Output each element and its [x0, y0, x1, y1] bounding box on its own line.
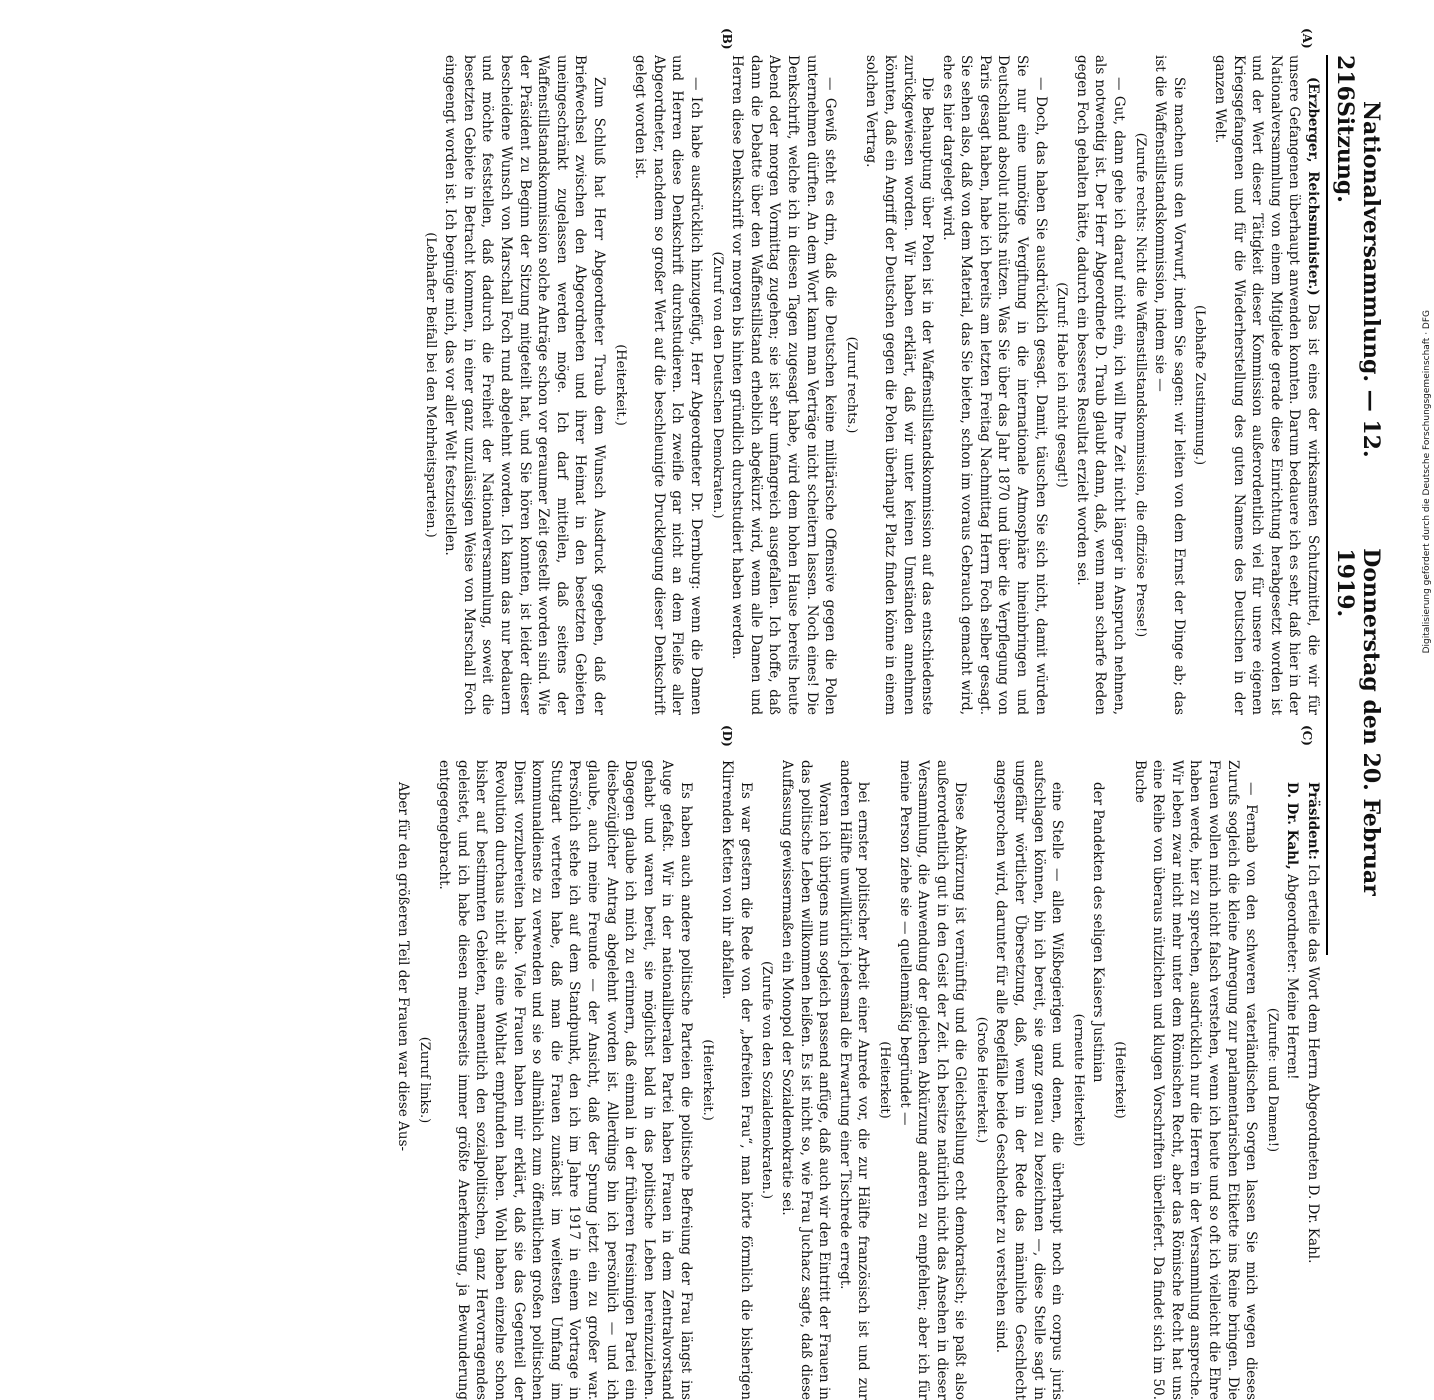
paragraph [835, 760, 872, 1400]
paragraph [718, 760, 755, 1400]
paragraph-text: Zum Schluß hat Herr Abgeordneter Traub dem Wunsch Ausdruck gegeben, daß der Briefwechsel zwischen den Abgeordneten und ihrer Heimat in den besetzten Gebieten uneingeschränkt zugelassen werden möge. Ich darf mitteilen, daß seitens der Waffenstillstandskommission solche Anträge schon vor geraumer Zeit gestellt worden sind. Wie der Präsident zu Beginn der Sitzung mitgeteilt hat, und Sie hören konnten, ist leider dieser bescheidene Wunsch von Marschall Foch rund abgelehnt worden. Ich kann das nur bedauern und möchte feststellen, daß dadurch die Freiheit der Nationalversammlung, soweit die besetzten Gebiete in Betracht kommen, in einer ganz unzulässigen Weise von Marschall Foch eingeengt worden ist. Ich begnüge mich, das vor aller Welt festzustellen. [442, 55, 608, 715]
paragraph [777, 760, 833, 1400]
interjection: (Zurufe von den Sozialdemokraten.) [759, 960, 775, 1200]
paragraph-text: Sie machen uns den Vorwurf, indem Sie sagen: wir leiten von dem Ernst der Dinge ab; das ist die Waffenstillstandskommission, indem sie — [1152, 55, 1187, 715]
side-margin [1418, 10, 1434, 1000]
paragraph-text: eine Stelle — allen Wißbegierigen und denen, die überhaupt noch ein corpus juris aufschlagen können, bin ich bereit, sie ganz genau zu bezeichnen —, diese Stelle sagt in ungefähr wörtlicher Übersetzung, daß, wenn in der Rede das männliche Geschlecht angesprochen wird, darunter für alle Regelfälle beide Geschlechter zu verstehen sind. [993, 760, 1066, 1400]
interjection: (Zuruf: Habe ich nicht gesagt!) [1054, 282, 1070, 488]
margin-label-d: (D) [720, 725, 734, 747]
paragraph [728, 55, 840, 715]
interjection: (Zurufe rechts: Nicht die Waffenstillstandskommission, die offiziöse Presse!) [1132, 132, 1148, 638]
paragraph-text: — Gewiß steht es drin, daß die Deutschen keine militärische Offensive gegen die Polen unternehmen dürften. An dem Wort kann man Verträge nicht scheitern lassen. Noch eines! Die Denkschrift, welche ich in diesen Tagen zugesagt habe, wird dem hohen Hause bereits heute Abend oder morgen Vormittag zugehen; sie ist sehr umfangreich ausgefallen. Ich hoffe, daß dann die Debatte über den Waffenstillstand erheblich abgekürzt wird, wenn alle Damen und Herren diese Denkschrift vor morgen bis hinten gründlich durchstudiert haben werden. [729, 55, 839, 715]
interjection: (Heiterkeit.) [612, 344, 628, 426]
interjection: (Zurufe: und Damen!) [1264, 1007, 1280, 1153]
paragraph [394, 760, 413, 1400]
paragraph-text: Die Behauptung über Polen ist in der Waffenstillstandskommission auf das entschiedenste zurückgewiesen worden. Wir haben erklärt, daß wir unter keinen Umständen annehmen könnten, daß ein Angriff der Deutschen gegen die Polen überhaupt Platz finden könne in einem solchen Vertrag. [863, 55, 936, 715]
paragraph-text: bei ernster politischer Arbeit einer Anrede vor, die zur Hälfte französisch ist und zur anderen Hälfte unwillkürlich jedesmal die Erwartung einer Tischrede erregt. [836, 760, 872, 1400]
paragraph-text: Das ist eines der wirksamsten Schutzmittel, die wir für unsere Gefangenen überhaupt anwenden konnten. Darum bedauere ich es sehr, daß hier in der Nationalversammlung von einem Mitgliede gerade diese Einrichtung herabgesetzt worden ist und der Wert dieser Tätigkeit dieser Kommission außerordentlich viel für unsere eigenen Kriegsgefangenen und für die Wiederherstellung des guten Namens des Deutschen in der ganzen Welt. [1212, 55, 1321, 715]
paragraph-text: — Fernab von den schweren vaterländischen Sorgen lassen Sie mich wegen dieses Zurufs sogleich die kleine Anregung zur parlamentarischen Etikette ins Reine bringen. Die Frauen wollen mich nicht falsch verstehen, wenn ich heute und so oft ich vielleicht die Ehre haben werde, hier zu sprechen, ausdrücklich nur die Herren in der Versammlung anspreche. Wir leben zwar nicht mehr unter dem Römischen Recht, aber das Römische Recht hat uns eine Reihe von überaus nützlichen und klugen Vorschriften überliefert. Da findet sich im 50. Buche [1131, 760, 1260, 1400]
interjection: (Zuruf links.) [416, 1036, 432, 1124]
interjection: (Lebhafte Zustimmung.) [1192, 304, 1208, 466]
speaker-name: D. Dr. Kahl, [1284, 782, 1301, 870]
margin-label-b: (B) [720, 28, 734, 50]
interjection: (Zuruf rechts.) [843, 336, 859, 434]
paragraph [1089, 760, 1108, 1400]
right-column [22, 760, 1322, 1400]
interjection: (Heiterkeit.) [699, 1039, 715, 1121]
session-title: Nationalversammlung. — 12. Sitzung. [1332, 100, 1384, 458]
interjection: (Heiterkeit) [876, 1041, 892, 1119]
interjection: (Heiterkeit) [1112, 1041, 1128, 1119]
paragraph [862, 55, 936, 715]
paragraph [1072, 55, 1128, 715]
speaker-name: (Erzberger, Reichsminister.) [1305, 77, 1321, 296]
page-number: 216 [1332, 55, 1358, 101]
paragraph-text: — Ich habe ausdrücklich hinzugefügt, Herr Abgeordneter Dr. Dernburg: wenn die Damen und Herren diese Denkschrift durchstudieren. Ich zweifle gar nicht an dem Fleiße aller Abgeordneter, nachdem so großer Wert auf die beschleunigte Drucklegung dieser Denkschrift gelegt worden ist. [632, 55, 704, 715]
paragraph-text: Ich erteile das Wort dem Herrn Abgeordneten D. Dr. Kahl. [1305, 864, 1321, 1264]
interjection: (Lebhafter Beifall bei den Mehrheitsparteien.) [422, 232, 438, 538]
interjection: (erneute Heiterkeit) [1070, 1013, 1086, 1147]
paragraph [1210, 55, 1322, 715]
paragraph [1303, 760, 1322, 1400]
paragraph-text: Es haben auch andere politische Parteien die politische Befreiung der Frau längst ins Auge gefaßt. Wir in der nationalliberalen Partei haben Frauen in dem Zentralvorstand gehabt und waren bereit, sie möglichst bald in das politische Leben hereinzuziehen. Dagegen glaube ich mich zu erinnern, daß einmal in der früheren freisinnigen Partei ein diesbezüglicher Antrag abgelehnt worden ist. Allerdings bin ich persönlich — und ich glaube, auch meine Freunde — der Ansicht, daß der Sprung jetzt ein zu großer war. Persönlich stehe ich auf dem Standpunkt, den ich im Jahre 1917 in einem Vortrage in Stuttgart vertreten habe, daß man die Frauen zunächst im weitesten Umfang im kommunaldienste zu verwenden und sie so allmählich zum öffentlichen großen politischen Dienst vorzubereiten habe. Viele Frauen haben mir erklärt, daß sie das Gegenteil der Revolution durchaus nicht als eine Wohltat empfunden haben. Wohl haben einzelne schon bisher auf bestimmten Gebieten, namentlich den sozialpolitischen, ganz Hervorragendes geleistet, und ich habe diesen meinerseits immer größte Anerkennung, ja Bewunderung entgegengebracht. [436, 760, 694, 1400]
paragraph [938, 55, 1050, 715]
paragraph [1130, 760, 1260, 1400]
paragraph-text: Abgeordneter: Meine Herren! [1284, 874, 1301, 1080]
speaker-name: Präsident: [1305, 782, 1321, 860]
paragraph [992, 760, 1066, 1400]
paragraph [631, 55, 705, 715]
paragraph-text: der Pandekten des seligen Kaisers Justinian [1090, 782, 1107, 1083]
paragraph-text: — Doch, das haben Sie ausdrücklich gesagt. Damit, täuschen Sie sich nicht, damit würden Sie nur eine unnötige Vergiftung in die internationale Atmosphäre hineinbringen und Deutschland absolut nichts nützen. Was Sie über das Jahr 1870 und über die Verpflegung von Paris gesagt haben, habe ich bereits am letzten Freitag Nachmittag Herrn Foch selber gesagt. Sie sehen also, daß von dem Material, das Sie bieten, schon im voraus Gebrauch gemacht wird, ehe es hier dargelegt wird. [939, 55, 1049, 715]
interjection: (Zuruf von den Deutschen Demokraten.) [709, 251, 725, 519]
paragraph [435, 760, 695, 1400]
paragraph [1151, 55, 1188, 715]
interjection: (Große Heiterkeit.) [973, 1016, 989, 1144]
page-header [1332, 55, 1384, 955]
margin-label-c: (C) [1300, 725, 1314, 746]
paragraph-text: Diese Abkürzung ist vernünftig und die Gleichstellung echt demokratisch; sie paßt also außerordentlich gut in den Geist der Zeit. Ich besitze natürlich nicht das Ansehen in dieser Versammlung, die Anwendung der gleichen Abkürzung anderen zu empfehlen; aber ich für meine Person ziehe sie — quellenmäßig begründet — [896, 760, 969, 1400]
header-rule [1326, 55, 1328, 955]
session-date: Donnerstag den 20. Februar 1919. [1332, 548, 1384, 896]
margin-label-a: (A) [1300, 28, 1314, 49]
paragraph [895, 760, 969, 1400]
paragraph [441, 55, 608, 715]
paragraph-text: — Gut, dann gehe ich darauf nicht ein, ich will Ihre Zeit nicht länger in Anspruch nehmen, als notwendig ist. Der Herr Abgeordnete D. Traub glaubt dann, daß, wenn man scharfe Reden gegen Foch gehalten hätte, dadurch ein besseres Resultat erzielt worden sei. [1073, 55, 1128, 715]
paragraph-text: Aber für den größeren Teil der Frauen war diese Aus- [395, 782, 412, 1152]
left-column [22, 55, 1322, 715]
digitization-note: Digitalisierung gefördert durch die Deutsche Forschungsgemeinschaft · DFG [1422, 310, 1432, 654]
paragraph [1283, 760, 1302, 1400]
paragraph-text: Es war gestern die Rede von der „befreiten Frau“, man hörte förmlich die bisherigen Klirrenden Ketten von ihr abfallen. [719, 760, 754, 1400]
paragraph-text: Woran ich übrigens nun sogleich passend anfüge, daß auch wir den Eintritt der Frauen in das politische Leben willkommen heißen. Es ist nicht so, wie Frau Juchacz sagte, daß diese Auffassung gewissermaßen ein Monopol der Sozialdemokratie sei. [778, 760, 833, 1400]
